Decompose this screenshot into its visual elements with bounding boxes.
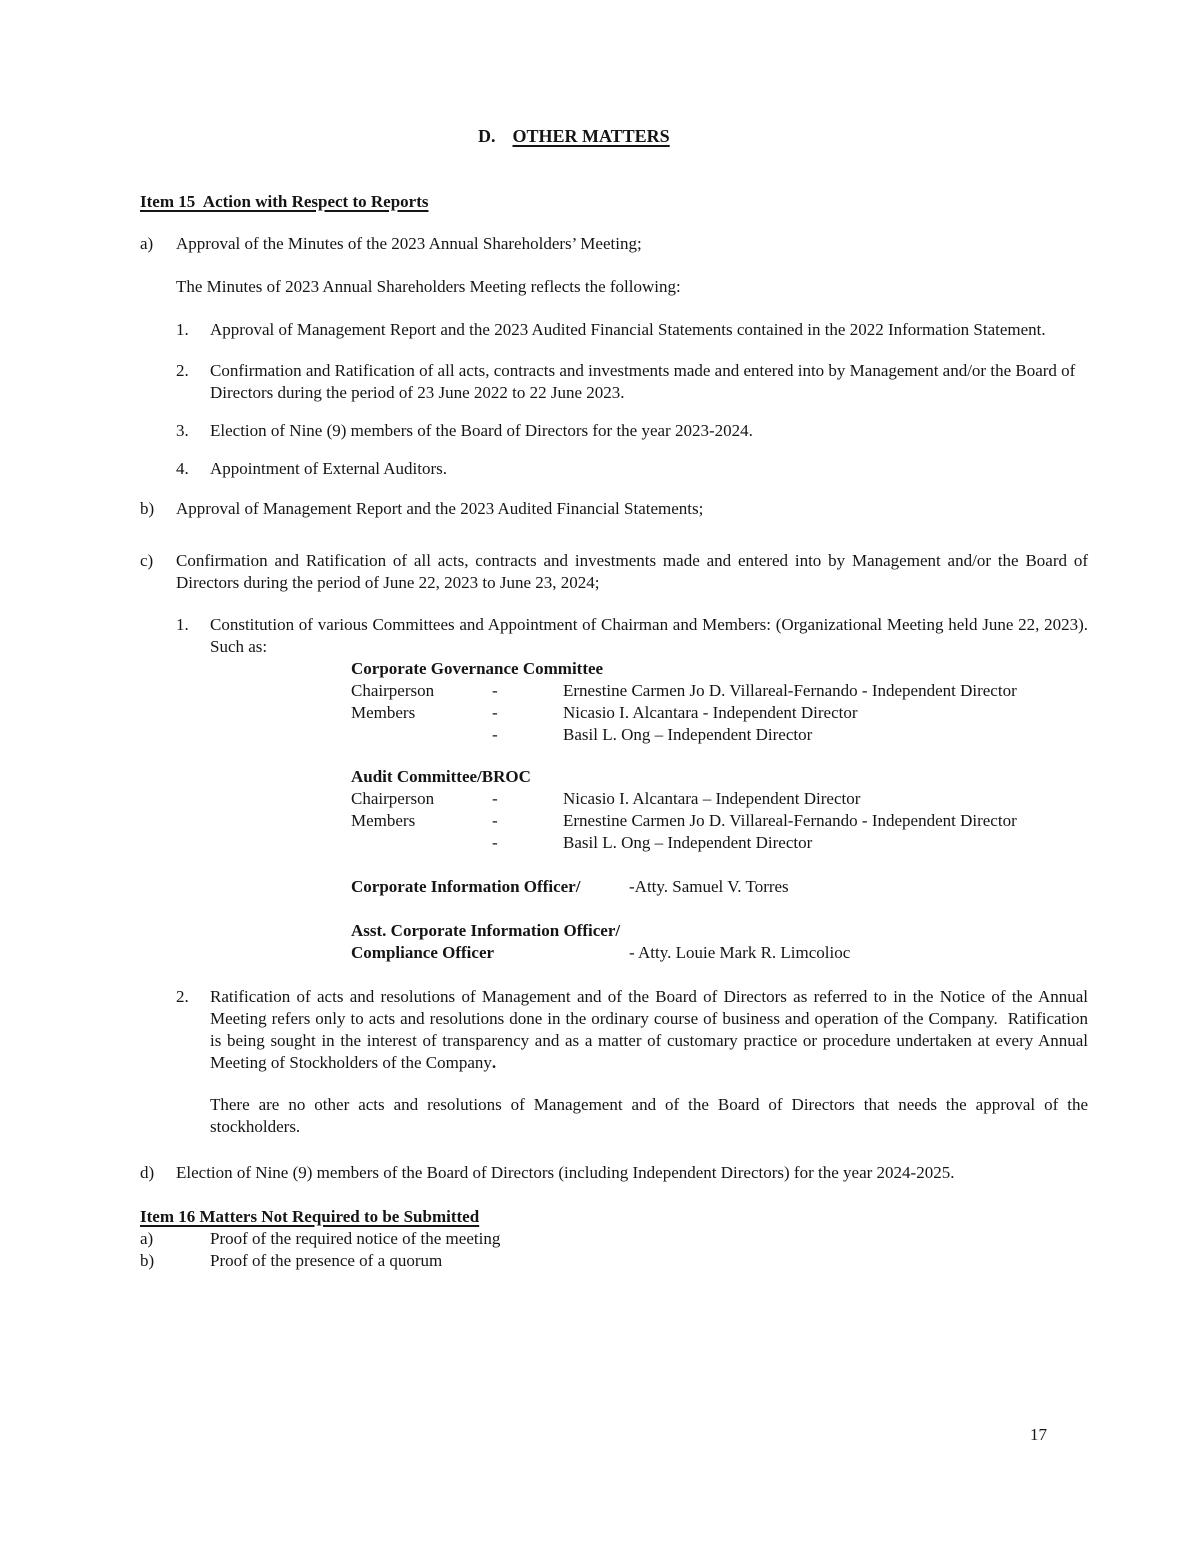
committee-role: Chairperson xyxy=(351,789,435,808)
committee-dash: - xyxy=(492,703,498,722)
committee-audit-title: Audit Committee/BROC xyxy=(351,767,531,786)
item16-heading: Item 16 Matters Not Required to be Submitted xyxy=(140,1207,480,1226)
paragraph-d xyxy=(140,1162,1088,1184)
item16-row-b xyxy=(140,1250,1088,1272)
list-item-2-text: Confirmation and Ratification of all acts, contracts and investments made and entered into by Management and/or the Board of Directors during the period of 23 June 2022 to 22 June 2023. xyxy=(210,361,1076,402)
compliance-value: - Atty. Louie Mark R. Limcolioc xyxy=(629,943,851,962)
sub-item-1-number: 1. xyxy=(176,615,189,634)
committee-governance-title: Corporate Governance Committee xyxy=(351,659,604,678)
committee-role: Members xyxy=(351,703,416,722)
committee-dash: - xyxy=(492,811,498,830)
page-number: 17 xyxy=(1030,1425,1047,1444)
note-paragraph xyxy=(176,1094,1088,1138)
committee-dash: - xyxy=(492,789,498,808)
committee-member: Nicasio I. Alcantara - Independent Director xyxy=(563,703,858,722)
list-item-4-text: Appointment of External Auditors. xyxy=(210,459,448,478)
committee-row xyxy=(351,702,1088,724)
committee-dash: - xyxy=(492,725,498,744)
paragraph-c xyxy=(140,550,1088,594)
list-item-1 xyxy=(176,319,1088,341)
committee-dash: - xyxy=(492,681,498,700)
compliance-row xyxy=(351,942,1088,964)
committee-member: Basil L. Ong – Independent Director xyxy=(563,725,813,744)
paragraph-b xyxy=(140,498,1088,520)
list-item-4-number: 4. xyxy=(176,459,189,478)
section-letter: D. xyxy=(478,126,496,146)
cio-value: -Atty. Samuel V. Torres xyxy=(629,877,789,896)
committee-row xyxy=(351,680,1088,702)
committee-row xyxy=(351,724,1088,746)
item16-row-a xyxy=(140,1228,1088,1250)
committee-member: Basil L. Ong – Independent Director xyxy=(563,833,813,852)
committee-member: Ernestine Carmen Jo D. Villareal-Fernando - Independent Director xyxy=(563,811,1017,830)
committee-row xyxy=(351,810,1088,832)
list-item-4 xyxy=(176,458,1088,480)
paragraph-d-text: Election of Nine (9) members of the Board of Directors (including Independent Directors) for the year 2024-2025. xyxy=(176,1163,955,1182)
item16-b-text: Proof of the presence of a quorum xyxy=(210,1251,443,1270)
paragraph-a-label: a) xyxy=(140,234,154,253)
sub-item-1 xyxy=(176,614,1088,658)
list-item-2-number: 2. xyxy=(176,361,189,380)
list-item-3 xyxy=(176,420,1088,442)
paragraph-d-label: d) xyxy=(140,1163,155,1182)
asst-cio-label: Asst. Corporate Information Officer/ xyxy=(351,921,621,940)
item16-a-text: Proof of the required notice of the meeting xyxy=(210,1229,501,1248)
cio-label: Corporate Information Officer/ xyxy=(351,877,581,896)
section-heading xyxy=(478,125,1088,147)
item16-a-label: a) xyxy=(140,1229,154,1248)
list-item-1-text: Approval of Management Report and the 2023 Audited Financial Statements contained in the 2022 Information Statement. xyxy=(210,320,1046,339)
list-item-2 xyxy=(176,360,1088,404)
committee-member: Nicasio I. Alcantara – Independent Director xyxy=(563,789,861,808)
paragraph-b-label: b) xyxy=(140,499,155,518)
note-paragraph-text: There are no other acts and resolutions of Management and of the Board of Directors that needs the approval of the stockholders. xyxy=(210,1095,1088,1136)
list-item-3-number: 3. xyxy=(176,421,189,440)
committee-member: Ernestine Carmen Jo D. Villareal-Fernando - Independent Director xyxy=(563,681,1017,700)
committee-role: Chairperson xyxy=(351,681,435,700)
sub-item-1-text: Constitution of various Committees and Appointment of Chairman and Members: (Organizational Meeting held June 22, 2023). Such as: xyxy=(210,615,1088,656)
list-item-3-text: Election of Nine (9) members of the Board of Directors for the year 2023-2024. xyxy=(210,421,753,440)
item16-b-label: b) xyxy=(140,1251,155,1270)
minutes-intro-text: The Minutes of 2023 Annual Shareholders Meeting reflects the following: xyxy=(176,277,681,296)
list-item-1-number: 1. xyxy=(176,320,189,339)
committee-role: Members xyxy=(351,811,416,830)
paragraph-c-text: Confirmation and Ratification of all acts, contracts and investments made and entered into by Management and/or the Board of Directors during the period of June 22, 2023 to June 23, 2024; xyxy=(176,551,1088,592)
paragraph-a-text: Approval of the Minutes of the 2023 Annual Shareholders’ Meeting; xyxy=(176,234,642,253)
minutes-intro xyxy=(140,276,1088,298)
asst-cio-block xyxy=(351,920,1088,964)
paragraph-a xyxy=(140,233,1088,255)
paragraph-c-label: c) xyxy=(140,551,154,570)
cio-row xyxy=(351,876,1088,898)
sub-item-2-number: 2. xyxy=(176,987,189,1006)
committee-dash: - xyxy=(492,833,498,852)
section-title: OTHER MATTERS xyxy=(512,126,670,146)
sub-item-2 xyxy=(176,986,1093,1074)
item15-heading: Item 15 Action with Respect to Reports xyxy=(140,192,429,211)
committee-row xyxy=(351,788,1088,810)
paragraph-b-text: Approval of Management Report and the 2023 Audited Financial Statements; xyxy=(176,499,704,518)
committee-audit xyxy=(351,766,1088,854)
sub-item-2-body: Ratification of acts and resolutions of Management and of the Board of Directors as referred to in the Notice of the Annual Meeting refers only to acts and resolutions done in the ordinary course of business and operation of the Company. Ratification is being sought in the interest of transparency and as a matter of customary practice or procedure undertaken at every Annual Meeting of Stockholders of the Company xyxy=(210,987,1093,1072)
sub-item-2-text xyxy=(210,986,1093,1074)
bold-period: . xyxy=(491,1053,497,1072)
committee-row xyxy=(351,832,1088,854)
compliance-label: Compliance Officer xyxy=(351,943,495,962)
committee-governance xyxy=(351,658,1088,746)
